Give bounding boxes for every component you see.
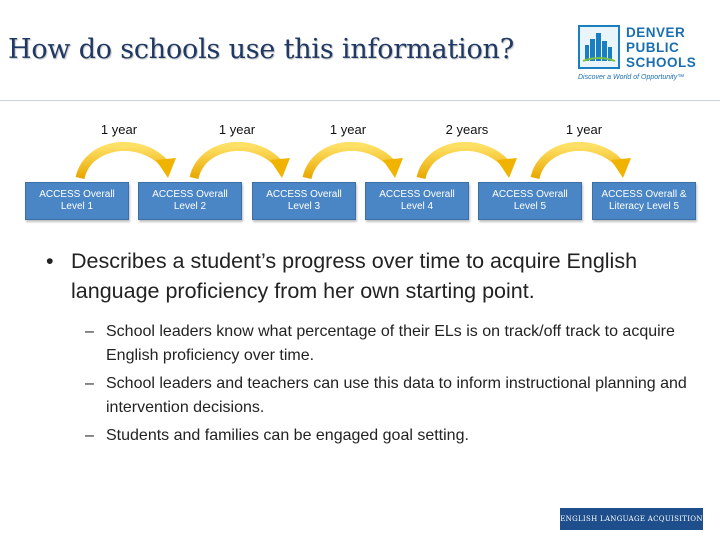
interval-label: 2 years [445, 122, 489, 137]
logo-line: PUBLIC [626, 40, 680, 55]
level-box [478, 182, 582, 220]
logo-line: SCHOOLS [626, 55, 697, 70]
curved-arrow [80, 146, 176, 178]
curved-arrow [307, 146, 403, 178]
interval-label: 1 year [565, 122, 603, 137]
dash-icon: – [85, 427, 94, 444]
sub-bullet-text: Students and families can be engaged goal setting. [106, 427, 469, 444]
bullet-text: Describes a student’s progress over time to acquire English language proficiency from her own starting point. [71, 249, 638, 303]
level-label: ACCESS Overall & Literacy Level 5 [601, 189, 687, 212]
level-box [25, 182, 129, 220]
level-box [138, 182, 242, 220]
curved-arrow [535, 146, 631, 178]
level-box [252, 182, 356, 220]
city-skyline-icon [578, 25, 620, 69]
sub-bullet-text: School leaders and teachers can use this data to inform instructional planning and intervention decisions. [106, 375, 687, 416]
interval-label: 1 year [329, 122, 367, 137]
logo-tagline: Discover a World of Opportunity™ [578, 74, 685, 81]
logo-line: DENVER [626, 25, 686, 40]
dash-icon: – [85, 375, 94, 392]
sub-bullet-list [85, 320, 696, 448]
level-box [365, 182, 469, 220]
slide-title: How do schools use this information? [8, 34, 514, 65]
level-label: ACCESS Overall Level 5 [492, 189, 568, 212]
sub-bullet [85, 424, 696, 448]
bullet-list [46, 246, 696, 452]
curved-arrow [421, 146, 517, 178]
footer-badge: ENGLISH LANGUAGE ACQUISITION [560, 508, 703, 530]
level-box [592, 182, 696, 220]
title-divider [0, 100, 720, 101]
level-progression-diagram [0, 110, 720, 230]
bullet-dot-icon: • [46, 249, 54, 273]
logo-wordmark [626, 25, 698, 70]
level-label: ACCESS Overall Level 1 [39, 189, 115, 212]
level-label: ACCESS Overall Level 2 [152, 189, 228, 212]
sub-bullet [85, 320, 696, 368]
level-label: ACCESS Overall Level 3 [266, 189, 342, 212]
curved-arrow [194, 146, 290, 178]
interval-label: 1 year [100, 122, 138, 137]
dps-logo [578, 23, 720, 89]
main-bullet [46, 246, 696, 306]
interval-label: 1 year [218, 122, 256, 137]
sub-bullet [85, 372, 696, 420]
sub-bullet-text: School leaders know what percentage of their ELs is on track/off track to acquire English proficiency over time. [106, 323, 675, 364]
dash-icon: – [85, 323, 94, 340]
level-label: ACCESS Overall Level 4 [379, 189, 455, 212]
